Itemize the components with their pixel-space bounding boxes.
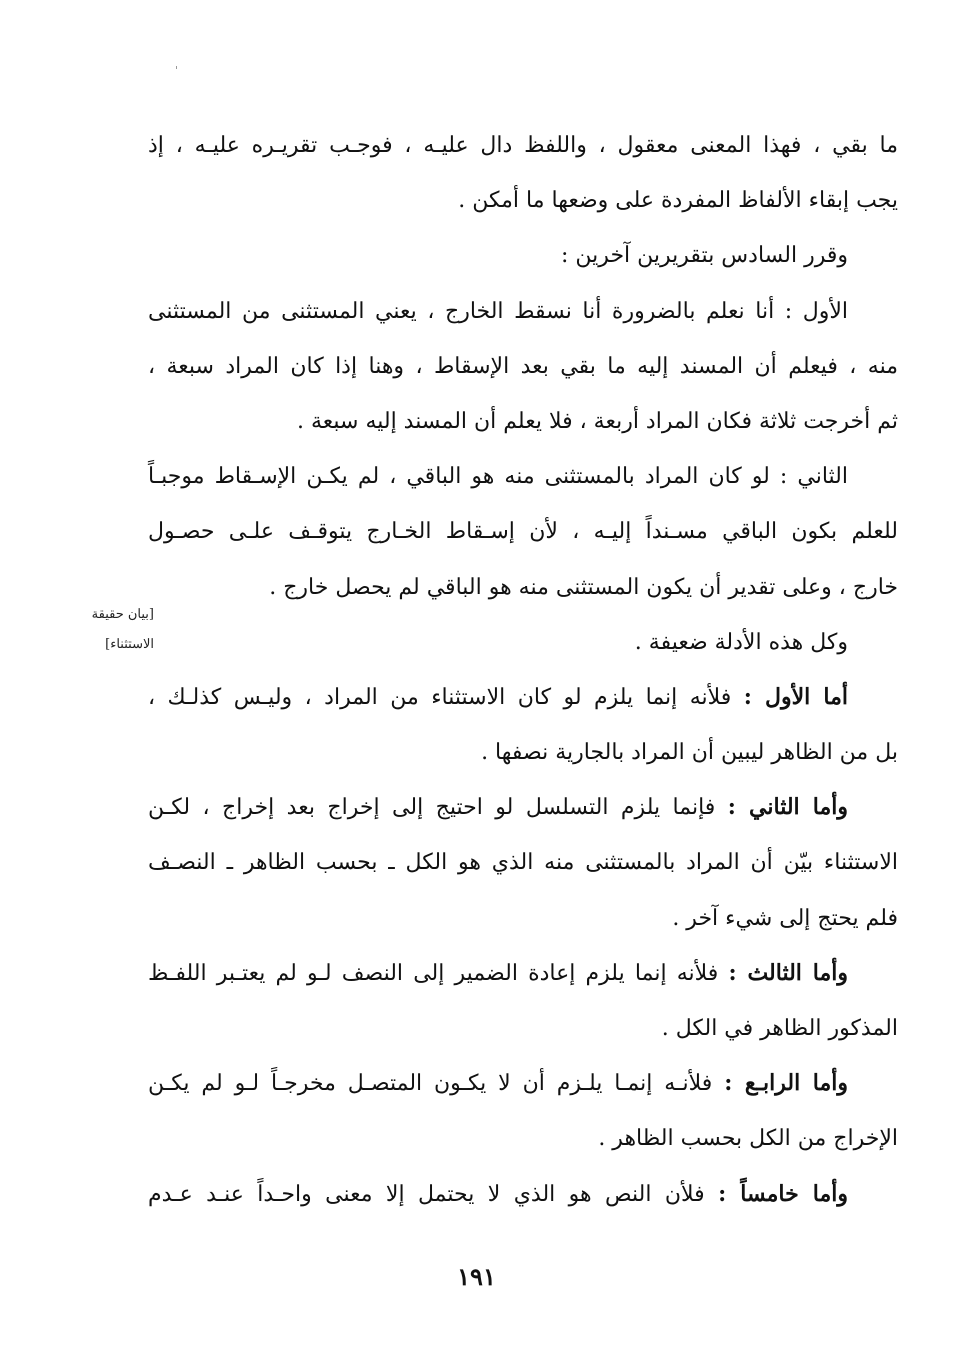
text-line: الأول : أنا نعلم بالضرورة أنا نسقط الخارج ، يعني المستثنى من المستثنى — [148, 298, 848, 324]
text-line: خارج ، وعلى تقدير أن يكون المستثنى منه هو الباقي لم يحصل خارج . — [269, 574, 898, 600]
margin-note-line: الاستثناء] — [105, 637, 154, 652]
text-run: فلأن النص هو الذي لا يحتمل إلا معنى واحـداً عنـد عـدم — [148, 1181, 705, 1207]
text-line: للعلم بكون الباقي مسـنداً إليـه ، لأن إسـقاط الخـارج يتوقـف علـى حصـول — [148, 519, 898, 545]
text-run: فلأنه إنما يلزم إعادة الضمير إلى النصف لـو لم يعتـبر اللفـظ — [148, 960, 719, 986]
text-line: وكل هذه الأدلة ضعيفة . — [634, 629, 848, 655]
section-lead-fourth: وأما الرابـع : — [724, 1070, 848, 1097]
section-lead-first: أما الأول : — [743, 683, 848, 710]
scan-mark — [176, 66, 177, 69]
text-line: الاستثناء بيّن أن المراد بالمستثنى منه الذي هو الكل ـ بحسب الظاهر ـ النصـف — [148, 850, 898, 876]
text-line: الإخراج من الكل بحسب الظاهر . — [598, 1126, 898, 1152]
text-line: بل من الظاهر ليبين أن المراد بالجارية نصفها . — [481, 740, 898, 766]
text-line: ما بقي ، فهذا المعنى معقول ، واللفظ دال عليـه ، فوجـب تقريـره عليـه ، إذ — [148, 133, 898, 158]
text-line: ثم أخرجت ثلاثة فكان المراد أربعة ، فلا يعلم أن المسند إليه سبعة . — [296, 408, 898, 434]
section-lead-second: وأما الثاني : — [727, 794, 849, 821]
section-lead-fifth: وأما خامساً : — [718, 1180, 848, 1207]
text-line: يجب إبقاء الألفاظ المفردة على وضعها ما أمكن . — [458, 188, 898, 214]
text-line — [148, 946, 898, 1001]
text-line — [148, 1167, 898, 1222]
text-line: المذكور الظاهر في الكل . — [661, 1016, 898, 1041]
text-run: فلأنـه إنمـا يلـزم أن لا يكـون المتصـل مخرجـاً لـو لم يكـن — [148, 1071, 713, 1097]
text-run: فإنما يلزم التسلسل لو احتيج إلى إخراج بعد إخراج ، لكـن — [148, 795, 716, 821]
margin-note-line: [بيان حقيقة — [91, 607, 154, 622]
margin-note — [54, 600, 154, 660]
text-line: الثاني : لو كان المراد بالمستثنى منه هو الباقي ، لم يكـن الإسـقاط موجبـاً — [148, 464, 848, 490]
page-number: ١٩١ — [457, 1262, 496, 1291]
text-line — [148, 670, 898, 725]
text-line — [148, 780, 898, 835]
text-line: فلم يحتج إلى شيء آخر . — [672, 905, 898, 931]
text-line: منه ، فيعلم أن المسند إليه ما بقي بعد الإسقاط ، وهنا إذا كان المراد سبعة ، — [148, 353, 898, 379]
text-run: فلأنه إنما يلزم لو كان الاستثناء من المراد ، وليـس كذلـك ، — [148, 684, 732, 710]
text-line — [148, 1056, 898, 1111]
section-lead-third: وأما الثالث : — [728, 959, 848, 986]
main-text — [148, 118, 898, 1222]
text-line: وقرر السادس بتقريرين آخرين : — [561, 243, 848, 269]
